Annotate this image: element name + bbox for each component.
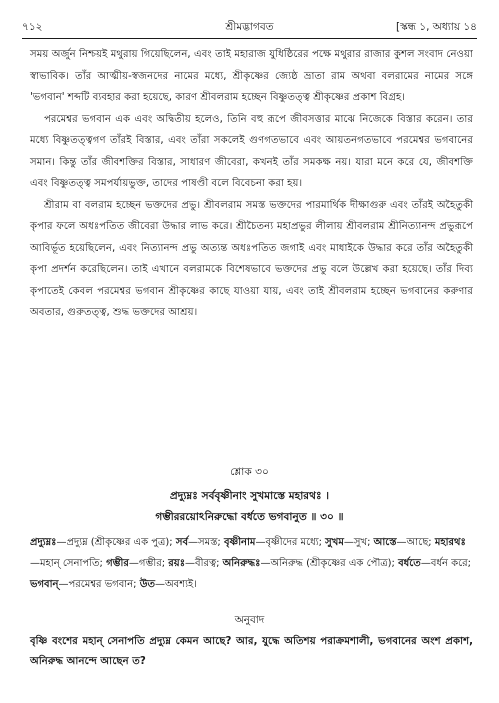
synonym-word: ভগবান্ — [30, 579, 59, 590]
purport-paragraph: পরমেশ্বর ভগবান এক এবং অদ্বিতীয় হলেও, তিনি বহু রূপে জীবসত্তার মাঝে নিজেকে বিস্তার করেন। তার মধ্যে বিষ্ণুতত্ত্বগণ তাঁরই বিস্তার, এবং তাঁরা সকলেই গুণগতভাবে এবং আয়তনগতভাবে পরমেশ্বর ভগবানের সমান। কিন্তু তাঁর জীবশক্তির বিস্তার, সাধারণ জীবেরা, কখনই তাঁর সমকক্ষ নয়। যারা মনে করে যে, জীবশক্তি এবং বিষ্ণুতত্ত্ব সমপর্যায়ভুক্ত, তাদের পাষণ্ডী বলে বিবেচনা করা হয়। — [30, 113, 473, 189]
synonym-meaning: —সমস্ত; — [188, 537, 224, 548]
verse-heading: শ্লোক ৩০ — [230, 466, 269, 478]
synonym-word: মহারথঃ — [434, 537, 466, 548]
synonym-meaning: —সুখ; — [343, 537, 374, 548]
synonym-word: গম্ভীর — [106, 558, 129, 569]
synonym-meaning: —পরমেশ্বর ভগবান; — [58, 579, 140, 590]
page-header — [22, 18, 477, 36]
synonym-word: বর্ধতে — [398, 558, 421, 569]
synonym-meaning: —অনিরুদ্ধ (শ্রীকৃষ্ণের এক পৌত্র); — [260, 558, 399, 569]
synonym-word: আস্তে — [373, 537, 397, 548]
translation-heading: অনুবাদ — [234, 614, 265, 626]
verse-line: প্রদ্যুম্নঃ সর্ববৃষ্ণীনাং সুখমাস্তে মহারথঃ । — [169, 490, 330, 502]
synonym-word: অনিরুদ্ধঃ — [222, 558, 261, 569]
purport-paragraph: সময় অর্জুন নিশ্চয়ই মথুরায় গিয়েছিলেন, এবং তাই মহারাজ যুধিষ্ঠিরের পক্ষে মথুরার রাজার কুশল সংবাদ নেওয়া স্বাভাবিক। তাঁর আত্মীয়-স্বজনদের নামের মধ্যে, শ্রীকৃষ্ণের জ্যেষ্ঠ ভ্রাতা রাম অথবা বলরামের নামের সঙ্গে 'ভগবান' শব্দটি ব্যবহার করা হয়েছে, কারণ শ্রীবলরাম হচ্ছেন বিষ্ণুতত্ত্ব শ্রীকৃষ্ণের প্রকাশ বিগ্রহ। — [30, 49, 473, 103]
purport-paragraph: শ্রীরাম বা বলরাম হচ্ছেন ভক্তদের প্রভু। শ্রীবলরাম সমস্ত ভক্তদের পারমার্থিক দীক্ষাগুরু এবং তাঁরই অহৈতুকী কৃপার ফলে অধঃপতিত জীবেরা উদ্ধার লাভ করে। শ্রীচৈতন্য মহাপ্রভুর লীলায় শ্রীবলরাম শ্রীনিত্যানন্দ প্রভুরূপে আবির্ভূত হয়েছিলেন, এবং নিত্যানন্দ প্রভু অত্যন্ত অধঃপতিত জগাই এবং মাধাইকে উদ্ধার করে তাঁর অহৈতুকী কৃপা প্রদর্শন করেছিলেন। তাই এখানে বলরামকে বিশেষভাবে ভক্তদের প্রভু বলে উল্লেখ করা হয়েছে। তাঁর দিব্য কৃপাতেই কেবল পরমেশ্বর ভগবান শ্রীকৃষ্ণের কাছে যাওয়া যায়, এবং তাই শ্রীবলরাম হচ্ছেন ভগবানের করুণার অবতার, গুরুতত্ত্ব, শুদ্ধ ভক্তদের আশ্রয়। — [30, 199, 473, 318]
translation-text: বৃষ্ণি বংশের মহান্ সেনাপতি প্রদ্যুম্ন কেমন আছে? আর, যুদ্ধে অতিশয় পরাক্রমশালী, ভগবানের অংশ প্রকাশ, অনিরুদ্ধ আনন্দে আছেন ত? — [30, 636, 473, 667]
verse-line: গম্ভীররয়োঽনিরুদ্ধো বর্ধতে ভগবানুত ॥ ৩০ ॥ — [155, 511, 344, 523]
header-rule — [22, 38, 477, 39]
synonym-word: সুখম — [325, 537, 344, 548]
synonym-meaning: —বর্ধন করে; — [420, 558, 472, 569]
synonym-meaning: —প্রদ্যুম্ন (শ্রীকৃষ্ণের এক পুত্র); — [56, 537, 176, 548]
chapter-reference: [স্কন্ধ ১, অধ্যায় ১৪ — [395, 21, 477, 33]
synonym-meaning: —মহান্ সেনাপতি; — [30, 558, 107, 569]
page-number: ৭১২ — [22, 21, 43, 33]
word-synonyms — [30, 532, 473, 595]
synonym-meaning: —বীরত্ব; — [185, 558, 223, 569]
book-title: শ্রীমদ্ভাগবত — [225, 21, 274, 33]
synonym-word: উত — [139, 579, 155, 590]
synonym-meaning: —আছে; — [396, 537, 435, 548]
synonym-word: বৃষ্ণীনাম — [223, 537, 256, 548]
verse-text — [60, 486, 439, 528]
synonym-meaning: —অবশ্যই। — [155, 579, 197, 590]
synonym-word: রয়ঃ — [168, 558, 186, 569]
synonym-meaning: —গম্ভীর; — [128, 558, 169, 569]
synonym-word: সর্ব — [175, 537, 189, 548]
purport-text — [30, 44, 473, 324]
synonym-word: প্রদ্যুম্নঃ — [30, 537, 57, 548]
synonym-meaning: —বৃষ্ণীদের মধ্যে; — [255, 537, 326, 548]
